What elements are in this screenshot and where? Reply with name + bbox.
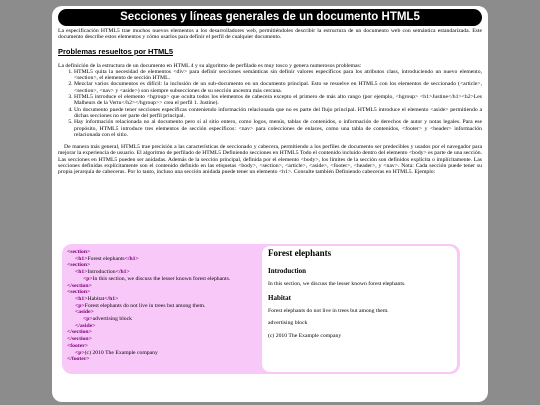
code-text: Forest elephants — [87, 255, 125, 262]
list-item: 4. Un documento puede tener secciones específicas conteniendo información relacionada que no es parte del flujo principal. HTML5 introduce el elemento <aside> permitiendo a dichas secciones no ser parte del perfil principal. — [74, 107, 482, 120]
preview-subheading: Habitat — [268, 293, 291, 302]
code-text: In this section, we discuss the lesser known forest elephants. — [92, 275, 231, 282]
code-tag: </h1> — [124, 255, 139, 262]
problems-list — [58, 69, 482, 138]
list-item: 3. HTML5 introduce el elemento <hgroup> que oculta todos los elementos de cabecera excepto el primero de más alto rango (por ejemplo, <hgroup> <h1>Justine</h1><h2>Les Malheurs de la Vertu</h2></hgroup>> crea el perfil 1. Justine). — [74, 94, 482, 107]
code-tag: <section> — [67, 249, 91, 255]
code-tag: </section> — [67, 282, 92, 289]
code-text: Forest elephants do not live in trees but among them. — [84, 302, 206, 309]
code-text: Habitat — [87, 295, 105, 302]
code-tag: <p> — [83, 316, 93, 323]
code-text: advertising block — [92, 316, 132, 323]
code-tag: </h1> — [115, 269, 130, 276]
page-title: Secciones y líneas generales de un documento HTML5 — [58, 9, 482, 26]
code-tag: </section> — [67, 329, 92, 336]
code-tag: <section> — [67, 262, 91, 269]
code-tag: <h1> — [75, 295, 88, 302]
preview-aside: advertising block — [268, 320, 308, 326]
list-item: 5. Hay información relacionada no al documento pero sí al sitio entero, como logos, menús, tablas de contenidos, o información de derechos de autor y notas legales. Para ese propósito, HTML5 introduce tres elementos de sección específicos: <nav> para colecciones de enlaces, como una tabla de contenidos, <footer> y <header> información relacionada con el sitio. — [74, 119, 482, 138]
code-tag: <h1> — [75, 269, 88, 276]
code-tag: <aside> — [75, 309, 94, 316]
preview-paragraph: In this section, we discuss the lesser known forest elephants. — [268, 281, 406, 287]
list-item: 1. HTML5 quita la necesidad de elementos <div> para definir secciones semánticas sin definir valores específicos para los atributos class, introduciendo un nuevo elemento, <section>, el elemento de sección HTML. — [74, 69, 482, 82]
code-tag: </aside> — [75, 322, 96, 329]
example-box — [62, 244, 460, 374]
code-tag: <h1> — [75, 255, 88, 262]
body-paragraph: De manera más general, HTML5 trae precisión a las características de seccionado y cabecera, permitiendo a los perfiles de documento ser predecibles y usados por el navegador para mejorar la experiencia de usuario. El algoritmo de perfilado de HTML5 Definiendo secciones en HTML5 Todo el contenido incluido dentro del elemento <body> es parte de una sección. Las secciones en HTML5 pueden ser anidadas. Además de la sección principal, definida por el elemento <body>, los límites de la sección son definidos explícita o implícitamente. Las secciones definidas explícitamente son el contenido definido en las etiquetas <body>, <section>, <article>, <aside>, <footer>, <header>, y <nav>. Nota: Cada sección puede tener su propia jerarquía de cabeceras. Por lo tanto, incluso una sección anidada puede tener un elemento <h1>. Consulte también Definiendo cabeceras en HTML5. Ejemplo: — [58, 144, 482, 176]
rendered-preview — [262, 246, 457, 372]
code-sample — [67, 249, 247, 363]
code-tag: </h1> — [104, 295, 119, 302]
preview-paragraph: Forest elephants do not live in trees but among them. — [268, 307, 389, 314]
code-tag: <p> — [83, 275, 93, 282]
code-tag: <footer> — [67, 342, 89, 349]
preview-heading: Forest elephants — [268, 248, 332, 258]
code-tag: <p> — [75, 349, 85, 356]
lead-paragraph: La definición de la estructura de un documento en HTML 4 y su algoritmo de perfilado es muy tosco y genera numerosos problemas: — [58, 62, 362, 69]
document-page — [52, 6, 488, 402]
code-tag: <p> — [75, 302, 85, 309]
list-item: 2. Mezclar varios documentos es difícil: la inclusión de un sub-documento en un documento principal. Esto se resuelve en HTML5 con los elementos de seccionado (<article>, <section>, <nav> y <aside>) son siempre subsecciones de su sección ancestra más cercana. — [74, 81, 482, 94]
document-content — [58, 28, 482, 176]
preview-footer: (c) 2010 The Example company — [268, 332, 342, 339]
code-tag: </section> — [67, 336, 92, 343]
preview-subheading: Introduction — [268, 267, 306, 275]
intro-paragraph: La especificación HTML5 trae muchos nuevos elementos a los desarrolladores web, permitiéndoles describir la estructura de un documento web con semántica estandarizada. Este documento describe estos elementos y cómo usarlos para definir el perfil de cualquier documento. — [58, 28, 482, 41]
code-tag: <section> — [67, 289, 91, 296]
section-heading: Problemas resueltos por HTML5 — [58, 46, 174, 56]
code-text: Introduction — [87, 269, 116, 276]
code-text: (c) 2010 The Example company — [84, 349, 158, 356]
code-tag: </footer> — [67, 356, 90, 363]
